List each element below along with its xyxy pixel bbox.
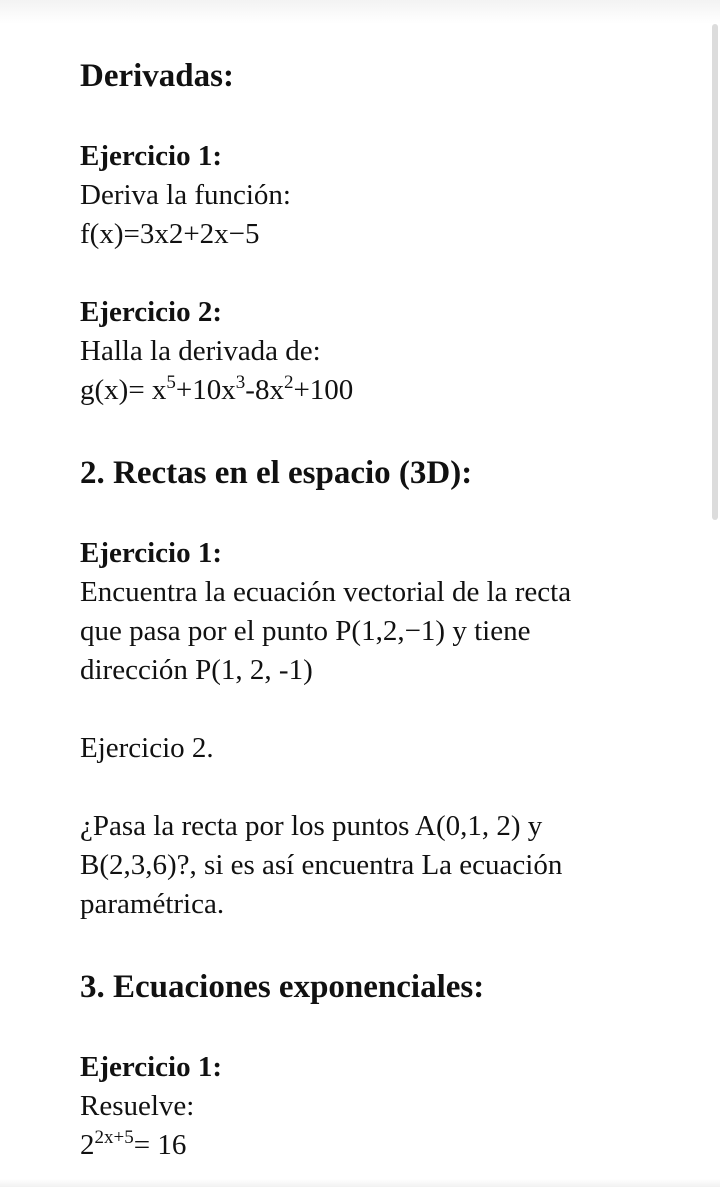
formula [80, 371, 680, 410]
formula-part: +10x [175, 374, 236, 406]
section-title-derivadas: Derivadas: [80, 58, 234, 94]
formula: f(x)=3x2+2x−5 [80, 218, 260, 250]
exercise-text: paramétrica. [80, 888, 225, 920]
bottom-shadow [0, 1179, 720, 1187]
exercise-text: dirección P(1, 2, -1) [80, 654, 313, 686]
exercise-title: Ejercicio 1: [80, 537, 222, 569]
exponent: 3 [235, 372, 246, 393]
exponent: 5 [166, 372, 176, 393]
exercise-text: que pasa por el punto P(1,2,−1) y tiene [80, 615, 531, 647]
scrollbar[interactable] [712, 24, 718, 520]
exercise-text: Halla la derivada de: [80, 335, 321, 367]
section-title-rectas: 2. Rectas en el espacio (3D): [80, 455, 473, 491]
exercise-title: Ejercicio 1: [80, 1051, 222, 1083]
formula-part: = 16 [133, 1129, 187, 1161]
formula [80, 1126, 680, 1165]
exercise-text: Resuelve: [80, 1090, 195, 1122]
formula-base: 2 [80, 1129, 95, 1161]
exercise-title: Ejercicio 2: [80, 296, 222, 328]
exercise-text: ¿Pasa la recta por los puntos A(0,1, 2) y [80, 810, 543, 842]
formula-part: -8x [245, 374, 284, 406]
exercise-title-plain: Ejercicio 2. [80, 732, 214, 764]
exponent: 2 [283, 372, 294, 393]
top-shadow [0, 0, 720, 24]
exercise-text: Encuentra la ecuación vectorial de la recta [80, 576, 572, 608]
formula-part: +100 [293, 374, 354, 406]
exercise-text: Deriva la función: [80, 179, 291, 211]
formula-part: g(x)= x [80, 374, 167, 406]
document-page [80, 54, 680, 1165]
exercise-text: B(2,3,6)?, si es así encuentra La ecuación [80, 849, 563, 881]
exponent: 2x+5 [94, 1127, 134, 1148]
exercise-title: Ejercicio 1: [80, 140, 222, 172]
section-title-exponenciales: 3. Ecuaciones exponenciales: [80, 969, 485, 1005]
